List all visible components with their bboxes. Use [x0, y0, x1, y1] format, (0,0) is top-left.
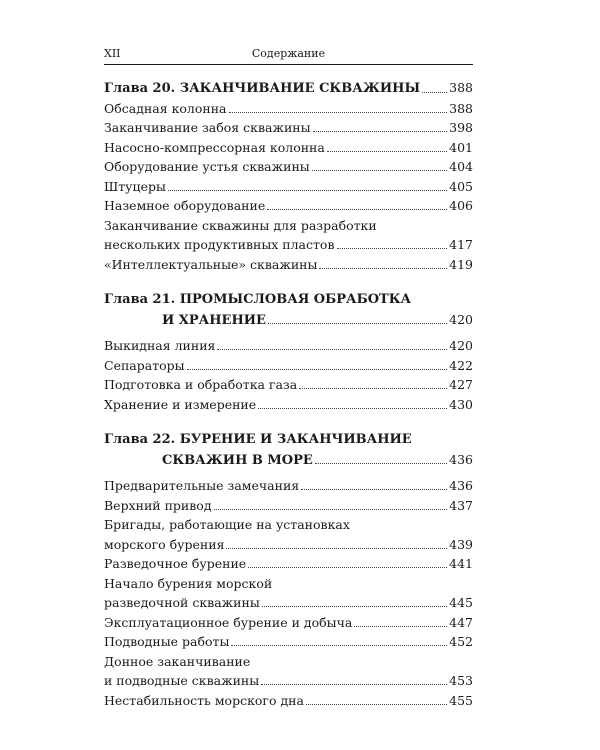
entry-page: 441	[449, 556, 473, 571]
chapter-title-first-line: Глава 22. БУРЕНИЕ И ЗАКАНЧИВАНИЕ	[104, 432, 412, 447]
running-header	[104, 47, 473, 63]
entry-title: Нестабильность морского дна	[104, 692, 304, 708]
leader-dots	[229, 112, 448, 113]
chapter-title: Глава 20. ЗАКАНЧИВАНИЕ СКВАЖИНЫ	[104, 81, 421, 96]
toc-entry[interactable]	[104, 632, 473, 652]
entry-title: Оборудование устья скважины	[104, 159, 310, 174]
entry-title: Наземное оборудование	[104, 198, 266, 213]
leader-dots	[214, 509, 448, 510]
leader-dots	[168, 190, 447, 191]
leader-dots	[231, 645, 447, 646]
leader-dots	[315, 463, 447, 464]
entry-title: морского бурения	[104, 536, 225, 552]
leader-dots	[313, 131, 448, 132]
toc-entry-multiline[interactable]	[104, 574, 473, 613]
toc-entry[interactable]	[104, 196, 473, 216]
entry-title: Подготовка и обработка газа	[104, 377, 298, 392]
toc-entry[interactable]	[104, 157, 473, 177]
toc-entry[interactable]	[104, 356, 473, 376]
entry-page: 388	[449, 100, 473, 116]
entry-page: 419	[449, 256, 473, 272]
toc-entry-multiline[interactable]	[104, 216, 473, 255]
toc-entry[interactable]	[104, 613, 473, 633]
entry-title: нескольких продуктивных пластов	[104, 237, 335, 252]
entry-page: 455	[449, 692, 473, 708]
leader-dots	[422, 92, 447, 93]
leader-dots	[267, 209, 447, 210]
entry-title: Обсадная колонна	[104, 100, 227, 116]
entry-title: Выкидная линия	[104, 338, 216, 353]
entry-title-first-line: Заканчивание скважины для разработки	[104, 217, 377, 233]
toc-entry[interactable]	[104, 375, 473, 395]
entry-title: и подводные скважины	[104, 673, 260, 688]
entry-title-first-line: Бригады, работающие на установках	[104, 517, 350, 532]
toc-entry[interactable]	[104, 255, 473, 275]
leader-dots	[248, 567, 447, 568]
chapter-page: 436	[449, 451, 473, 467]
header-title: Содержание	[251, 47, 326, 60]
chapter-page: 420	[449, 311, 473, 327]
chapter-title-first-line: Глава 21. ПРОМЫСЛОВАЯ ОБРАБОТКА	[104, 292, 412, 307]
chapter-title-block[interactable]	[104, 290, 473, 330]
chapter-title-block[interactable]	[104, 430, 473, 470]
entry-page: 417	[449, 237, 473, 252]
leader-dots	[261, 684, 447, 685]
toc-entry[interactable]	[104, 99, 473, 119]
entry-title: Насосно-компрессорная колонна	[104, 139, 325, 155]
entry-page: 405	[449, 178, 473, 194]
toc-entry[interactable]	[104, 138, 473, 158]
entry-page: 422	[449, 357, 473, 373]
entry-title: Хранение и измерение	[104, 396, 257, 412]
entry-page: 406	[449, 198, 473, 213]
chapter-20	[104, 78, 473, 274]
leader-dots	[258, 408, 447, 409]
entry-title: Эксплуатационное бурение и добыча	[104, 614, 353, 630]
toc-entry-multiline[interactable]	[104, 515, 473, 554]
entry-title: разведочной скважины	[104, 595, 260, 610]
entry-page: 420	[449, 338, 473, 353]
entry-page: 404	[449, 159, 473, 174]
entry-title: Сепараторы	[104, 357, 185, 373]
entry-title: Заканчивание забоя скважины	[104, 120, 311, 135]
chapter-21	[104, 290, 473, 414]
table-of-contents	[104, 78, 473, 726]
leader-dots	[312, 170, 447, 171]
entry-page: 398	[449, 120, 473, 135]
toc-entry[interactable]	[104, 476, 473, 496]
toc-entry[interactable]	[104, 118, 473, 138]
leader-dots	[268, 323, 447, 324]
toc-entry[interactable]	[104, 691, 473, 711]
leader-dots	[301, 489, 447, 490]
entry-title: Предварительные замечания	[104, 478, 300, 493]
entry-page: 453	[449, 673, 473, 688]
entry-page: 452	[449, 634, 473, 649]
chapter-22	[104, 430, 473, 710]
entry-title: Подводные работы	[104, 634, 230, 649]
toc-entry-multiline[interactable]	[104, 652, 473, 691]
entry-title-first-line: Донное заканчивание	[104, 653, 251, 669]
toc-entry[interactable]	[104, 395, 473, 415]
chapter-title-line[interactable]	[104, 78, 473, 99]
page-number: XII	[104, 47, 121, 60]
toc-entry[interactable]	[104, 554, 473, 574]
toc-entry[interactable]	[104, 496, 473, 516]
leader-dots	[217, 349, 447, 350]
leader-dots	[299, 388, 447, 389]
entry-title: Штуцеры	[104, 178, 166, 194]
entry-page: 437	[449, 497, 473, 513]
chapter-title: И ХРАНЕНИЕ	[162, 312, 266, 328]
entry-page: 439	[449, 536, 473, 552]
toc-entry[interactable]	[104, 177, 473, 197]
entry-page: 436	[449, 478, 473, 493]
entry-title: Разведочное бурение	[104, 556, 247, 571]
entry-page: 447	[449, 614, 473, 630]
entry-title-first-line: Начало бурения морской	[104, 575, 273, 591]
entry-title: «Интеллектуальные» скважины	[104, 256, 318, 272]
chapter-title: СКВАЖИН В МОРЕ	[162, 452, 313, 468]
entry-title: Верхний привод	[104, 497, 212, 513]
entry-page: 427	[449, 377, 473, 392]
toc-entry[interactable]	[104, 336, 473, 356]
leader-dots	[337, 248, 448, 249]
leader-dots	[187, 369, 448, 370]
chapter-page: 388	[449, 80, 473, 95]
entry-page: 401	[449, 139, 473, 155]
leader-dots	[262, 606, 447, 607]
leader-dots	[226, 548, 447, 549]
leader-dots	[327, 151, 447, 152]
leader-dots	[354, 626, 447, 627]
leader-dots	[306, 704, 447, 705]
entry-page: 430	[449, 396, 473, 412]
header-rule	[104, 64, 473, 65]
leader-dots	[319, 268, 447, 269]
entry-page: 445	[449, 595, 473, 610]
